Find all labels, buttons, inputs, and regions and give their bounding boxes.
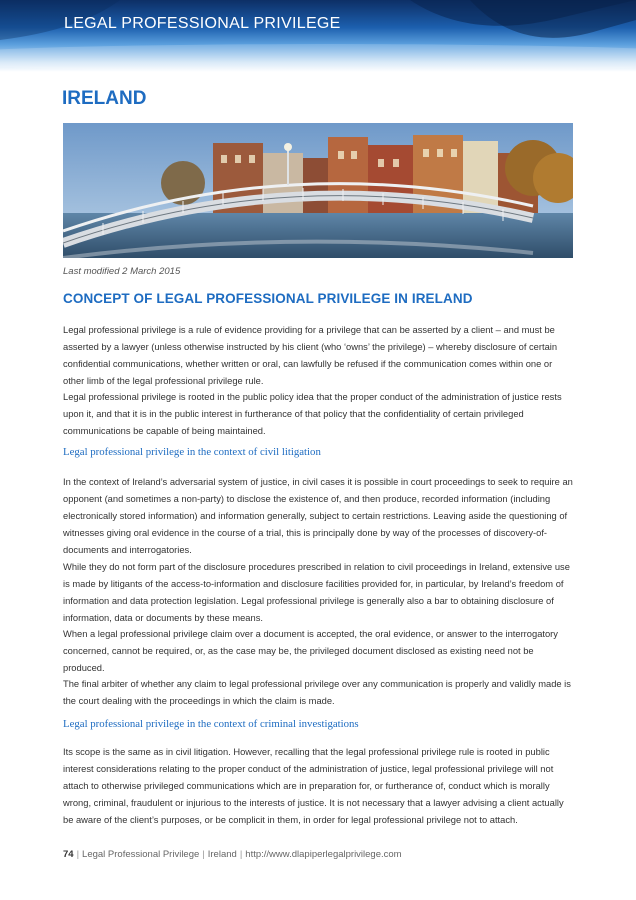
- country-title: IRELAND: [62, 88, 147, 109]
- paragraph: The final arbiter of whether any claim to legal professional privilege over any communication is properly and validly made is the court dealing with the proceedings in which the claim is made.: [63, 679, 571, 706]
- footer-separator: |: [202, 849, 205, 860]
- footer-separator: |: [76, 849, 80, 860]
- section-title: CONCEPT OF LEGAL PROFESSIONAL PRIVILEGE IN IRELAND: [63, 291, 473, 306]
- paragraph: When a legal professional privilege claim over a document is accepted, the oral evidence, or answer to the interrogatory concerned, cannot be required, or, as the case may be, the privileged document disclosed as existing need not be produced.: [63, 629, 558, 673]
- subsection-title-civil: Legal professional privilege in the context of civil litigation: [63, 446, 321, 458]
- footer-publication: Legal Professional Privilege: [82, 849, 200, 860]
- banner-decoration: [0, 0, 636, 72]
- paragraph: In the context of Ireland’s adversarial system of justice, in civil cases it is possible in court proceedings to seek to require an opponent (and sometimes a non-party) to disclose the existence of, and then produce, recorded information (including electronically stored information) and information generally, subject to certain restrictions. Leaving aside the questioning of witnesses giving oral evidence in the course of a trial, this is principally done by way of the processes of discovery-of-documents and interrogatories.: [63, 477, 573, 555]
- page-number: 74: [63, 849, 74, 860]
- bridge-photo: [63, 123, 573, 258]
- subsection-title-criminal: Legal professional privilege in the context of criminal investigations: [63, 718, 359, 730]
- paragraph: While they do not form part of the disclosure procedures prescribed in relation to civil proceedings in Ireland, extensive use is made by litigants of the access-to-information and disclosure facilities provided for, in particular, by Ireland’s freedom of information and data protection legislation. Legal professional privilege is generally also a bar to obtaining disclosure of information, data or documents by these means.: [63, 562, 570, 623]
- footer-country: Ireland: [207, 849, 237, 860]
- paragraph: Its scope is the same as in civil litigation. However, recalling that the legal professional privilege rule is rooted in public interest considerations relating to the proper conduct of the administration of justice, legal professional privilege will not attach to otherwise privileged communications which are in preparation for, or furtherance of, conduct which is morally wrong, criminal, fraudulent or injurious to the interests of justice. It is not necessary that a lawyer advising a client actually be aware of the client’s purposes, or be complicit in them, in order for legal professional privilege not to attach.: [63, 747, 564, 825]
- footer-url[interactable]: http://www.dlapiperlegalprivilege.com: [245, 849, 402, 860]
- paragraph: Legal professional privilege is rooted in the public policy idea that the proper conduct of the administration of justice rests upon it, and that it is in the public interest in furtherance of that policy that the confidentiality of certain privileged communications be capable of being maintained.: [63, 392, 562, 436]
- header-title: LEGAL PROFESSIONAL PRIVILEGE: [64, 15, 341, 32]
- footer-separator: |: [239, 849, 243, 860]
- footer: [63, 849, 402, 860]
- header-banner: [0, 0, 636, 72]
- last-modified: Last modified 2 March 2015: [63, 266, 181, 277]
- paragraph: Legal professional privilege is a rule of evidence providing for a privilege that can be asserted by a client – and must be asserted by a lawyer (unless otherwise instructed by his client (who ‘owns’ the privilege) – whereby disclosure of certain confidential communications, whether written or oral, can lawfully be refused if the communication comes within one or other limb of the legal professional privilege rule.: [63, 325, 558, 386]
